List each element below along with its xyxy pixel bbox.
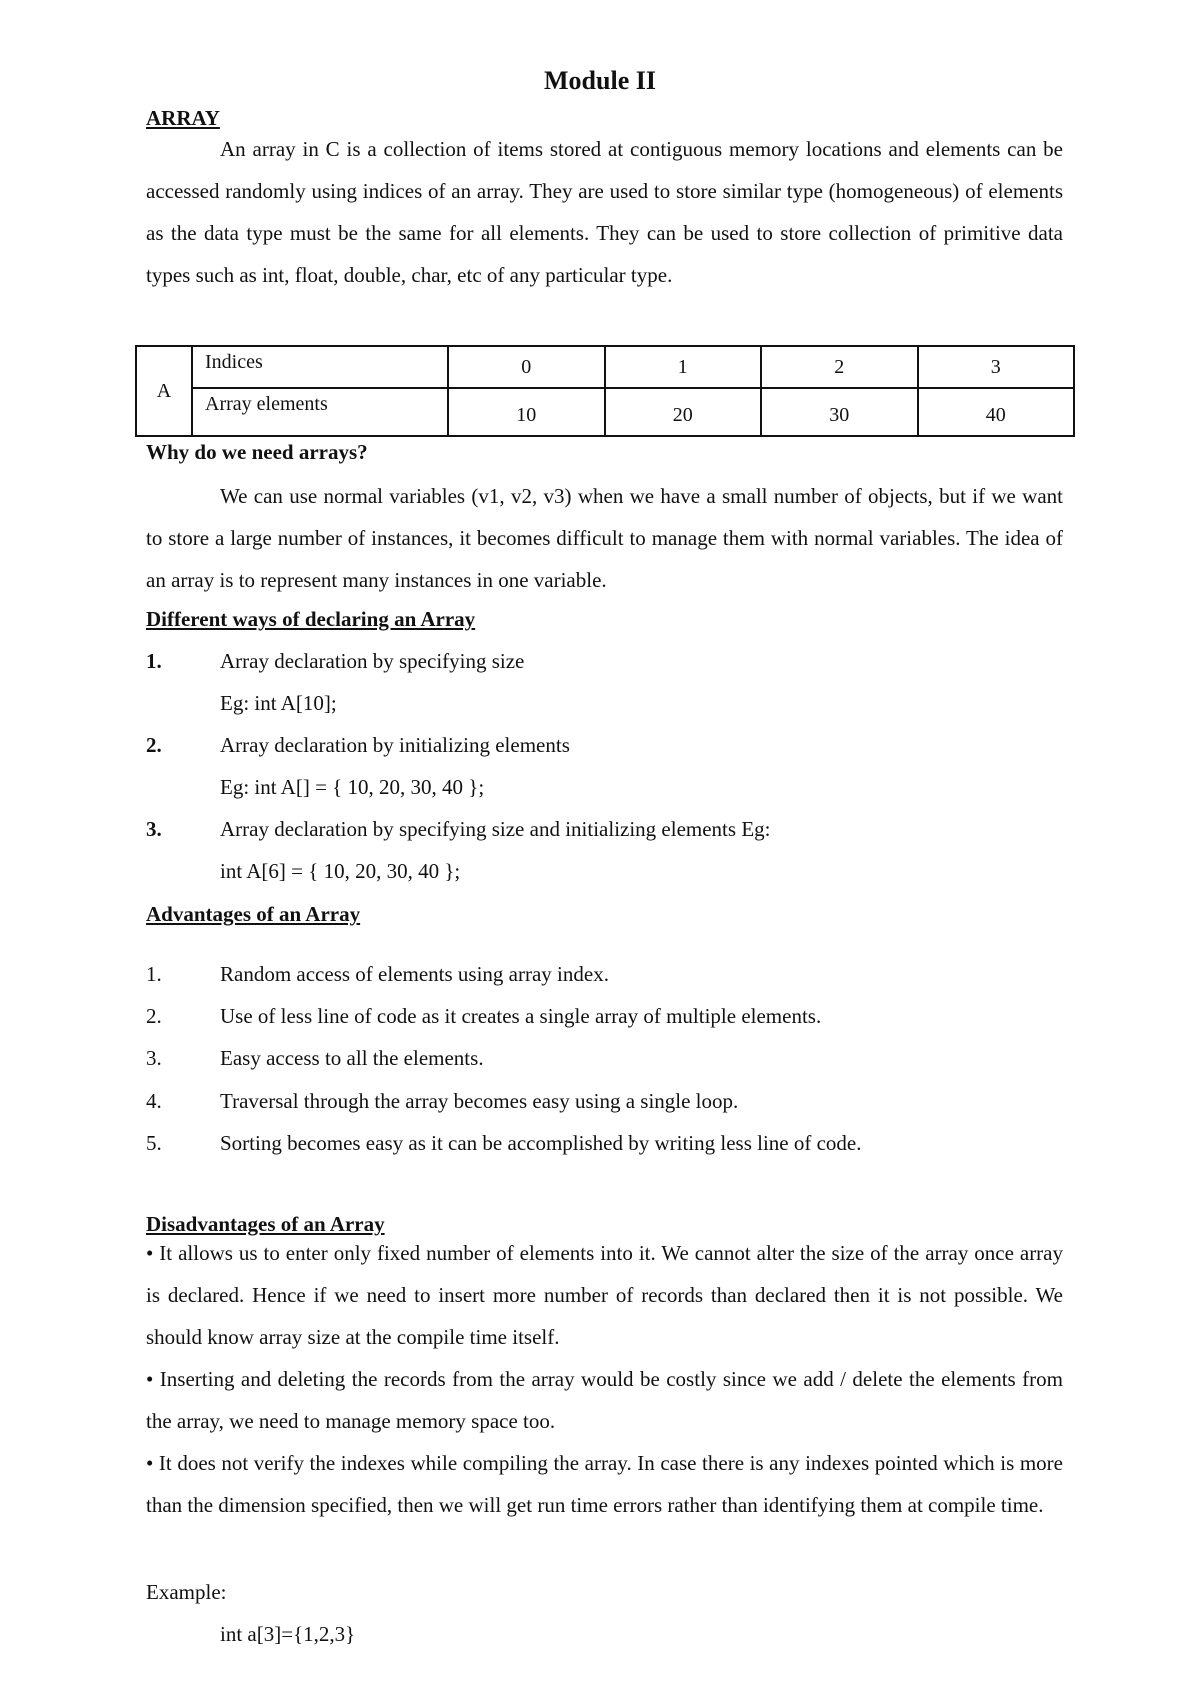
advantage-item: Sorting becomes easy as it can be accomplished by writing less line of code. (220, 1131, 862, 1155)
declare-example: Eg: int A[10]; (220, 691, 337, 715)
advantage-item: Use of less line of code as it creates a single array of multiple elements. (220, 1004, 822, 1028)
array-name-cell: A (136, 346, 192, 436)
index-cell: 2 (761, 346, 918, 388)
index-cell: 0 (448, 346, 605, 388)
advantages-heading: Advantages of an Array (146, 902, 361, 926)
advantage-num: 1. (146, 962, 162, 986)
why-paragraph-text: We can use normal variables (v1, v2, v3) when we have a small number of objects, but if we want to store a large number of instances, it becomes difficult to manage them with normal variables. The idea of an array is to represent many instances in one variable. (146, 484, 1063, 592)
advantage-item: Traversal through the array becomes easy using a single loop. (220, 1089, 739, 1113)
example-code: int a[3]={1,2,3} (220, 1622, 356, 1646)
disadvantage-bullet: • It allows us to enter only fixed number of elements into it. We cannot alter the size of the array once array is declared. Hence if we need to insert more number of records than declared then it is not possible. We should know array size at the compile time itself. (146, 1241, 1063, 1349)
index-cell: 1 (605, 346, 762, 388)
declare-example: Eg: int A[] = { 10, 20, 30, 40 }; (220, 775, 485, 799)
disadvantages-heading: Disadvantages of an Array (146, 1212, 385, 1236)
declare-item: Array declaration by specifying size (220, 649, 525, 673)
declare-item: Array declaration by specifying size and initializing elements Eg: (220, 817, 771, 841)
array-table (135, 345, 1075, 437)
advantage-item: Random access of elements using array index. (220, 962, 609, 986)
advantage-num: 3. (146, 1046, 162, 1070)
element-cell: 10 (448, 388, 605, 436)
index-cell: 3 (918, 346, 1075, 388)
advantage-num: 4. (146, 1089, 162, 1113)
array-paragraph-text: An array in C is a collection of items stored at contiguous memory locations and elements can be accessed randomly using indices of an array. They are used to store similar type (homogeneous) of elements as the data type must be the same for all elements. They can be used to store collection of primitive data types such as int, float, double, char, etc of any particular type. (146, 137, 1063, 287)
array-paragraph (146, 128, 1063, 296)
page-title: Module II (544, 66, 656, 95)
declare-num: 1. (146, 649, 162, 673)
elements-label: Array elements (192, 388, 448, 436)
disadvantage-bullet: • It does not verify the indexes while compiling the array. In case there is any indexes pointed which is more than the dimension specified, then we will get run time errors rather than identifying them at compile time. (146, 1451, 1063, 1517)
advantage-item: Easy access to all the elements. (220, 1046, 484, 1070)
element-cell: 30 (761, 388, 918, 436)
advantage-num: 2. (146, 1004, 162, 1028)
why-heading: Why do we need arrays? (146, 440, 368, 464)
declare-heading: Different ways of declaring an Array (146, 607, 476, 631)
declare-num: 3. (146, 817, 162, 841)
array-heading: ARRAY (146, 106, 220, 130)
element-cell: 20 (605, 388, 762, 436)
declare-item: Array declaration by initializing elements (220, 733, 570, 757)
advantage-num: 5. (146, 1131, 162, 1155)
why-paragraph (146, 475, 1063, 601)
example-label: Example: (146, 1580, 227, 1604)
element-cell: 40 (918, 388, 1075, 436)
declare-example: int A[6] = { 10, 20, 30, 40 }; (220, 859, 461, 883)
declare-num: 2. (146, 733, 162, 757)
disadvantage-bullet: • Inserting and deleting the records from the array would be costly since we add / delete the elements from the array, we need to manage memory space too. (146, 1367, 1063, 1433)
indices-label: Indices (192, 346, 448, 388)
